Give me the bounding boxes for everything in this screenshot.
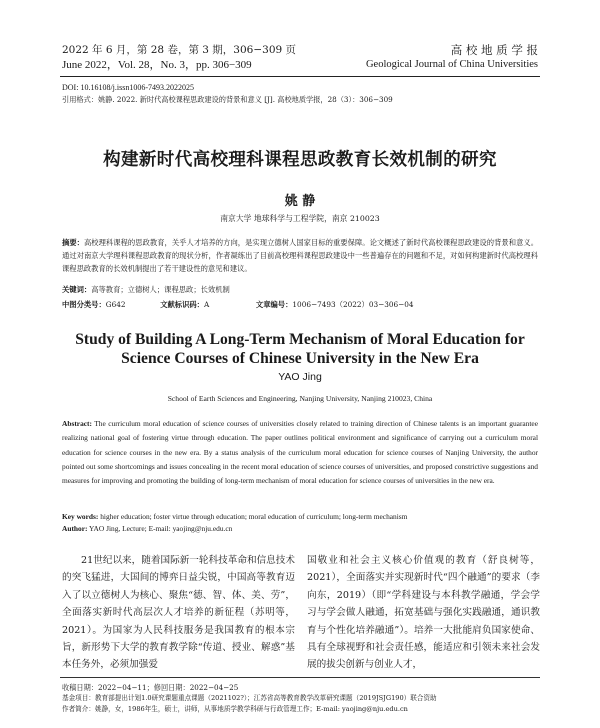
issue-info-cn: 2022 年 6 月，第 28 卷，第 3 期，306−309 页 — [62, 44, 297, 56]
issue-info-en: June 2022，Vol. 28，No. 3，pp. 306−309 — [62, 59, 252, 71]
clc-label: 中图分类号： — [62, 300, 106, 309]
keywords-cn-label: 关键词： — [62, 285, 92, 294]
article-no-value: 1006−7493（2022）03−306−04 — [292, 300, 414, 309]
author-en: YAO Jing — [278, 371, 322, 383]
author-en-label: Author: — [62, 524, 88, 533]
body-column-right: 国敬业和社会主义核心价值观的教育（舒良树等，2021），全面落实并实现新时代“四个融通”的要求（李向东，2019）（即“学科建设与本科教学融通，学会学习与学会做人融通，拓宽基础与强化实践融通，通识教育与个性化培养融通”）。培养一大批能肩负国家使命、具有全球视野和社会责任感，能适应和引领未来社会发展的拔尖创新与创业人才， — [307, 555, 540, 671]
title-en-line2: Science Courses of Chinese University in the New Era — [121, 350, 479, 367]
abstract-en-text: The curriculum moral education of science courses of universities closely related to training direction of Chinese talents is an important guarantee realizing national goal of fostering virtue through education. The paper outlines political environment and significance of carrying out a curriculum moral education for science courses in the new era. By a status analysis of the curriculum moral education for science courses of Nanjing University, the author pointed out some shortcomings and issues concealing in the recent moral education of science courses of universities, and proposed constrictive suggestions and measures for improving and promoting the building of long-term mechanism of moral education for science courses of universities in the new era. — [62, 419, 538, 486]
footnote-received: 收稿日期：2022−04−11；修回日期：2022−04−25 — [62, 683, 239, 692]
abstract-en-label: Abstract: — [62, 419, 92, 428]
keywords-cn — [62, 283, 538, 296]
keywords-en-label: Key words: — [62, 512, 99, 521]
keywords-en-text: higher education; foster virtue through education; moral education of curriculum; long-term mechanism — [98, 512, 408, 521]
article-no-label: 文章编号： — [255, 300, 293, 309]
title-en — [40, 330, 560, 368]
doi: DOI: 10.16108/j.issn1006-7493.2022025 — [62, 83, 194, 92]
author-line-en — [62, 522, 538, 536]
citation-format: 引用格式：姚静. 2022. 新时代高校课程思政建设的背景和意义 [J]. 高校地质学报，28（3）：306−309 — [62, 95, 393, 104]
affiliation-cn: 南京大学 地球科学与工程学院，南京 210023 — [220, 214, 380, 223]
title-en-line1: Study of Building A Long-Term Mechanism of Moral Education for — [75, 331, 525, 348]
abstract-cn-label: 摘要： — [62, 238, 84, 247]
abstract-cn-text: 高校理科课程的思政教育，关乎人才培养的方向，是实现立德树人国家目标的重要保障。论文概述了新时代高校课程思政建设的背景和意义。通过对南京大学理科课程思政教育的现状分析，作者凝练出了目前高校理科课程思政建设中一些普遍存在的问题和不足，对如何构建新时代高校理科课程思政教育的长效机制提出了若干建设性的意见和建议。 — [62, 238, 539, 274]
clc-value: G642 — [105, 300, 126, 309]
keywords-cn-text: 高等教育；立德树人；课程思政；长效机制 — [91, 285, 230, 294]
doc-code-label: 文献标识码： — [160, 300, 204, 309]
journal-name-en: Geological Journal of China Universities — [365, 59, 538, 70]
classification-line — [62, 298, 538, 311]
author-cn: 姚 静 — [284, 194, 316, 209]
header-rule — [60, 76, 540, 77]
footnote-author: 作者简介：姚静，女，1986年生，硕士，讲师，从事地质学教学科研与行政管理工作；E-mail: yaojing@nju.edu.cn — [62, 705, 408, 713]
abstract-cn — [62, 236, 538, 276]
affiliation-en: School of Earth Sciences and Engineering, Nanjing University, Nanjing 210023, China — [167, 394, 433, 403]
abstract-en — [62, 417, 538, 488]
journal-name-cn: 高 校 地 质 学 报 — [450, 43, 538, 57]
body-column-left: 21世纪以来，随着国际新一轮科技革命和信息技术的突飞猛进，大国间的博弈日益尖锐，中国高等教育迈入了以立德树人为核心、聚焦“德、智、体、美、劳”，全面落实新时代高层次人才培养的新征程（苏明等，2021）。为国家为人民科技服务是我国教育的根本宗旨，新形势下大学的教育教学除“传道、授业、解惑”基本任务外，必须加强爱 — [62, 555, 295, 671]
footnote-fund: 基金项目：教育部提出计划1.0研究课题重点课题（2021102?）；江苏省高等教育教学改革研究课题（2019JSJG190）联合资助 — [62, 694, 437, 702]
title-cn: 构建新时代高校理科课程思政教育长效机制的研究 — [103, 150, 497, 170]
doc-code-value: A — [203, 300, 210, 309]
author-en-contact: YAO Jing, Lecture; E-mail: yaojing@nju.edu.cn — [87, 524, 233, 533]
footnote-rule — [60, 677, 540, 678]
